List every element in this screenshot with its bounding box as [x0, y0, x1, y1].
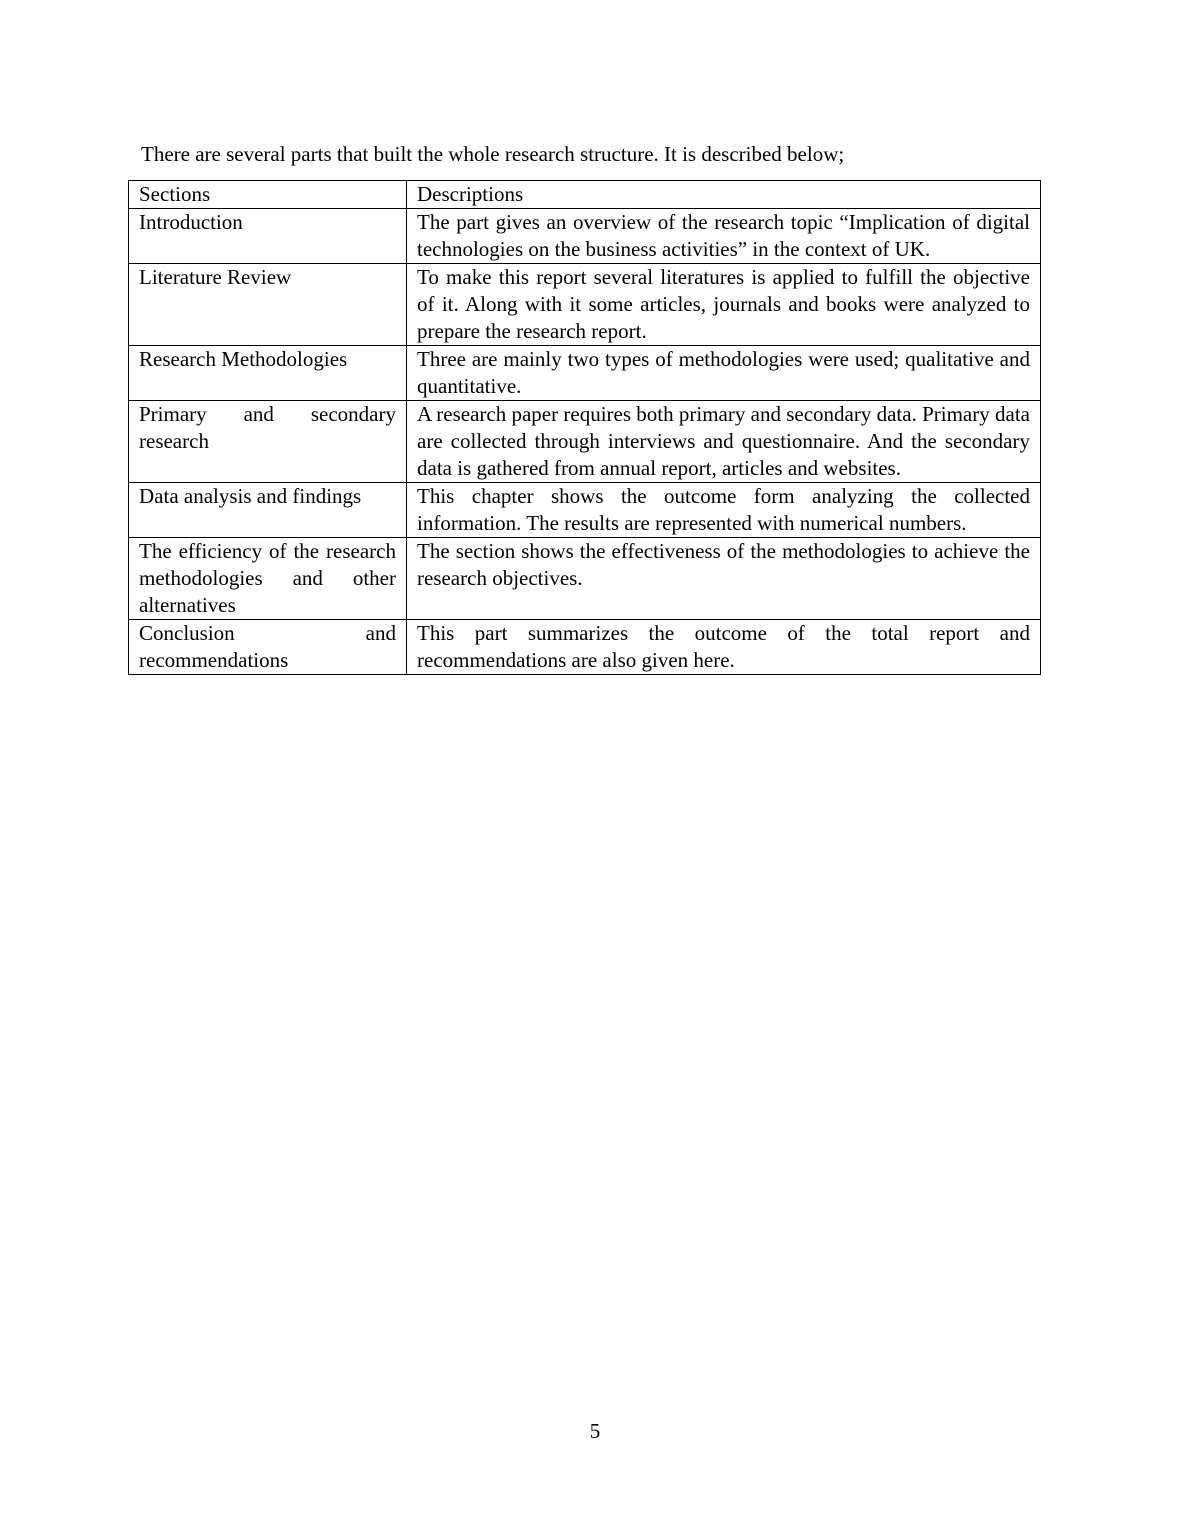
- table-row: [129, 483, 1041, 538]
- section-cell: Conclusion and recommendations: [129, 620, 407, 675]
- description-cell: The part gives an overview of the research topic “Implication of digital technologies on the business activities” in the context of UK.: [407, 209, 1041, 264]
- section-cell: Literature Review: [129, 264, 407, 346]
- header-sections: Sections: [129, 181, 407, 209]
- description-cell: This part summarizes the outcome of the total report and recommendations are also given here.: [407, 620, 1041, 675]
- table-row: [129, 264, 1041, 346]
- table-row: [129, 620, 1041, 675]
- section-cell: Research Methodologies: [129, 346, 407, 401]
- description-cell: A research paper requires both primary and secondary data. Primary data are collected through interviews and questionnaire. And the secondary data is gathered from annual report, articles and websites.: [407, 401, 1041, 483]
- intro-paragraph: There are several parts that built the whole research structure. It is described below;: [141, 142, 845, 166]
- section-cell: Primary and secondary research: [129, 401, 407, 483]
- table-row: [129, 209, 1041, 264]
- description-cell: To make this report several literatures is applied to fulfill the objective of it. Along with it some articles, journals and books were analyzed to prepare the research report.: [407, 264, 1041, 346]
- research-structure-table: [128, 180, 1041, 675]
- section-cell: Introduction: [129, 209, 407, 264]
- section-cell: Data analysis and findings: [129, 483, 407, 538]
- description-cell: Three are mainly two types of methodologies were used; qualitative and quantitative.: [407, 346, 1041, 401]
- header-descriptions: Descriptions: [407, 181, 1041, 209]
- description-cell: The section shows the effectiveness of the methodologies to achieve the research objectives.: [407, 538, 1041, 620]
- table-row: [129, 346, 1041, 401]
- page-number: 5: [589, 1419, 601, 1443]
- table-row: [129, 401, 1041, 483]
- section-cell: The efficiency of the research methodologies and other alternatives: [129, 538, 407, 620]
- description-cell: This chapter shows the outcome form analyzing the collected information. The results are represented with numerical numbers.: [407, 483, 1041, 538]
- table-header-row: [129, 181, 1041, 209]
- table-row: [129, 538, 1041, 620]
